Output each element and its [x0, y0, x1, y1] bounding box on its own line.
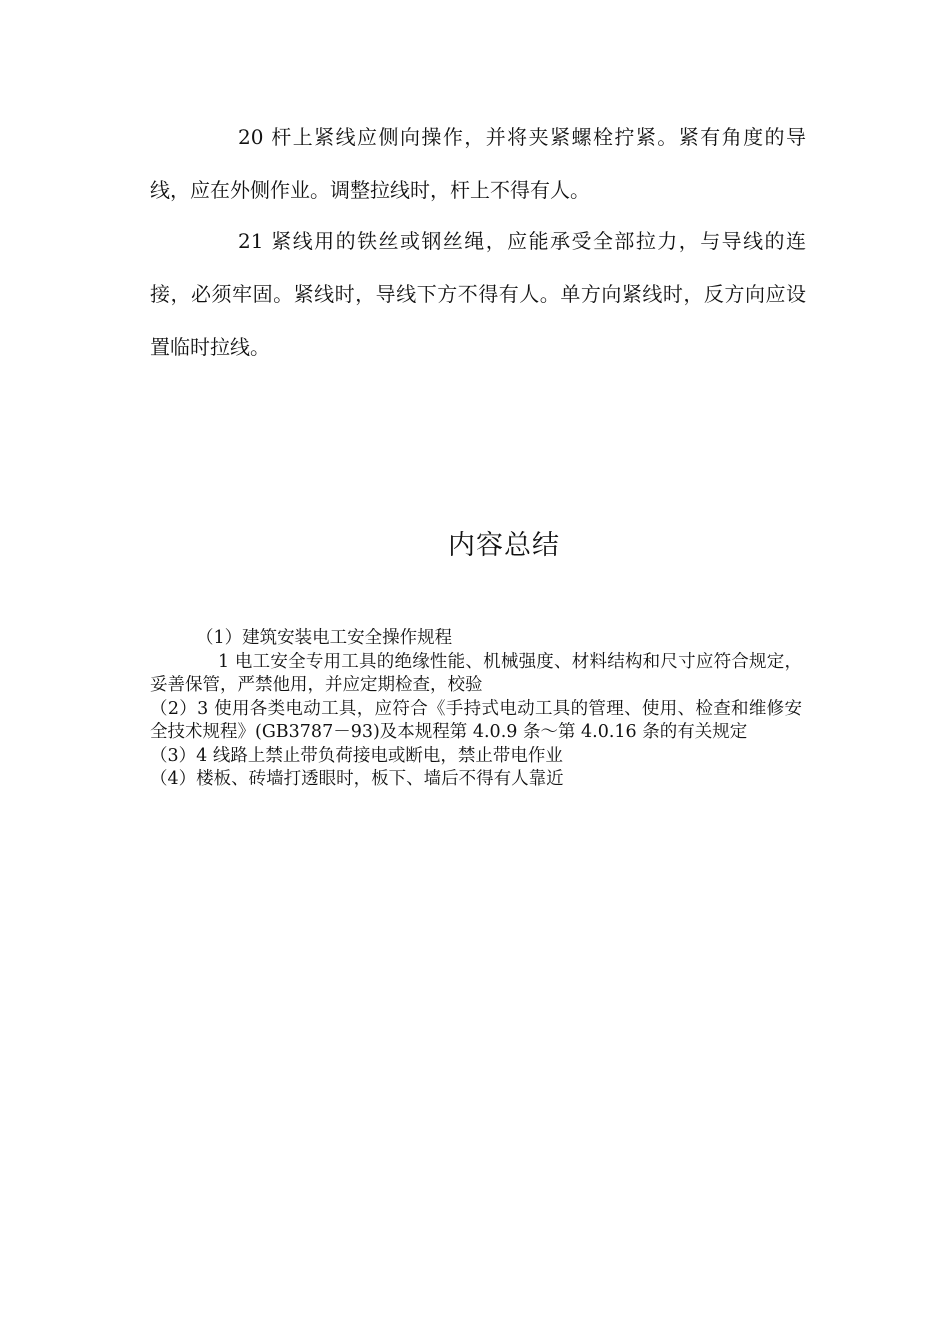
summary-item: （4）楼板、砖墙打透眼时，板下、墙后不得有人靠近 — [150, 769, 564, 789]
summary-item: （3）4 线路上禁止带负荷接电或断电，禁止带电作业 — [150, 745, 563, 766]
summary-item: 1 电工安全专用工具的绝缘性能、机械强度、材料结构和尺寸应符合规定，妥善保管，严禁他用，并应定期检查，校验 — [150, 651, 802, 695]
summary-heading: （1）建筑安装电工安全操作规程 — [196, 628, 453, 648]
summary-title: 内容总结 — [448, 530, 560, 561]
summary-item: （2）3 使用各类电动工具，应符合《手持式电动工具的管理、使用、检查和维修安全技术规程》(GB3787－93)及本规程第 4.0.9 条～第 4.0.16 条的有关规定 — [150, 698, 802, 742]
paragraph-21: 21 紧线用的铁丝或钢丝绳，应能承受全部拉力，与导线的连接，必须牢固。紧线时，导线下方不得有人。单方向紧线时，反方向应设置临时拉线。 — [150, 229, 806, 359]
paragraph-20: 20 杆上紧线应侧向操作，并将夹紧螺栓拧紧。紧有角度的导线，应在外侧作业。调整拉线时，杆上不得有人。 — [150, 125, 806, 202]
summary-section — [150, 627, 802, 792]
